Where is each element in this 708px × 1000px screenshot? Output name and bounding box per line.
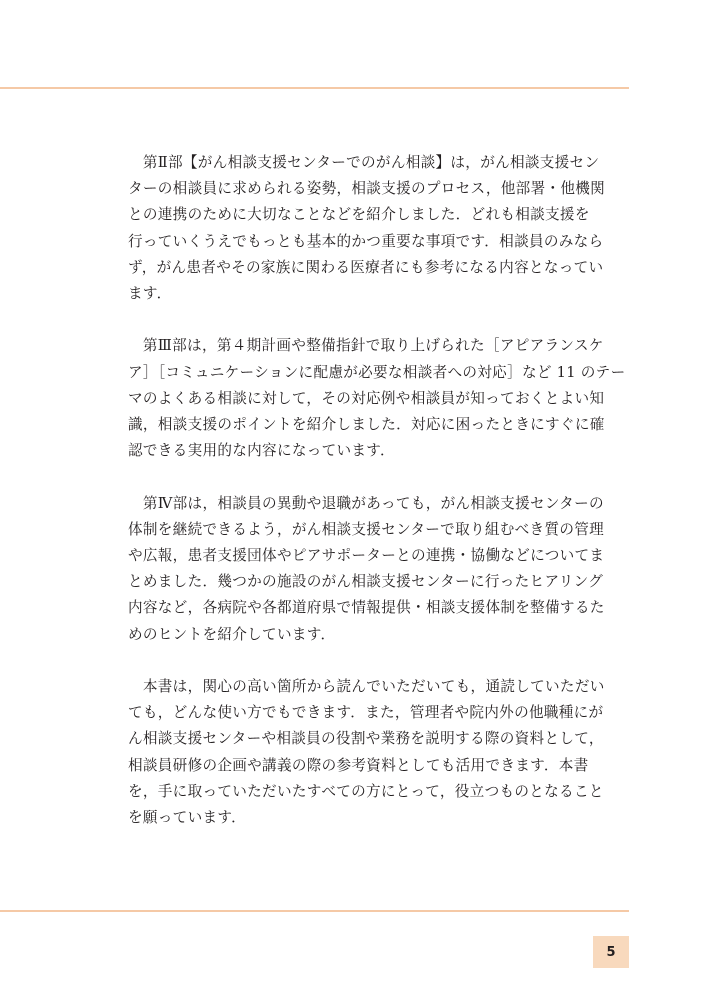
paragraph-part-2 — [128, 150, 606, 307]
text-line: 認できる実用的な内容になっています． — [128, 442, 395, 460]
text-line: ア］［コミュニケーションに配慮が必要な相談者への対応］など 11 のテー — [128, 363, 626, 381]
text-line: とめました．幾つかの施設のがん相談支援センターに行ったヒアリング — [128, 573, 604, 591]
text-line: マのよくある相談に対して，その対応例や相談員が知っておくとよい知 — [128, 389, 605, 407]
text-line: ん相談支援センターや相談員の役割や業務を説明する際の資料として， — [128, 730, 604, 748]
text-line: 相談員研修の企画や講義の際の参考資料としても活用できます．本書 — [128, 756, 589, 774]
paragraph-part-3 — [128, 333, 626, 464]
header-rule — [0, 87, 629, 89]
text-line: を，手に取っていただいたすべての方にとって，役立つものとなること — [128, 782, 604, 800]
text-line: 第Ⅳ部は，相談員の異動や退職があっても，がん相談支援センターの — [128, 494, 604, 512]
text-line: 体制を継続できるよう，がん相談支援センターで取り組むべき質の管理 — [128, 520, 605, 538]
text-line: との連携のために大切なことなどを紹介しました．どれも相談支援を — [128, 206, 590, 224]
text-line: 第Ⅱ部【がん相談支援センターでのがん相談】は，がん相談支援セン — [128, 154, 600, 171]
text-line: 内容など，各病院や各都道府県で情報提供・相談支援体制を整備するた — [128, 599, 605, 617]
footer-rule — [0, 910, 629, 912]
text-line: 本書は，関心の高い箇所から読んでいただいても，通読していただい — [128, 678, 605, 696]
body-text — [128, 150, 626, 857]
text-line: 第Ⅲ部は，第４期計画や整備指針で取り上げられた［アピアランスケ — [128, 337, 604, 355]
text-line: を願っています． — [128, 809, 246, 827]
text-line: 識，相談支援のポイントを紹介しました．対応に困ったときにすぐに確 — [128, 416, 605, 434]
page-number: 5 — [606, 944, 616, 960]
text-line: ます． — [128, 285, 172, 303]
text-line: や広報，患者支援団体やピアサポーターとの連携・協働などについてま — [128, 547, 605, 565]
page-number-badge — [593, 936, 629, 968]
text-line: ても，どんな使い方でもできます．また，管理者や院内外の他職種にが — [128, 704, 604, 722]
text-line: ず，がん患者やその家族に関わる医療者にも参考になる内容となってい — [128, 258, 604, 276]
text-line: 行っていくうえでもっとも基本的かつ重要な事項です．相談員のみなら — [128, 232, 604, 250]
paragraph-part-4 — [128, 491, 606, 648]
paragraph-usage — [128, 674, 606, 831]
text-line: めのヒントを紹介しています． — [128, 625, 336, 643]
text-line: ターの相談員に求められる姿勢，相談支援のプロセス，他部署・他機関 — [128, 180, 606, 198]
